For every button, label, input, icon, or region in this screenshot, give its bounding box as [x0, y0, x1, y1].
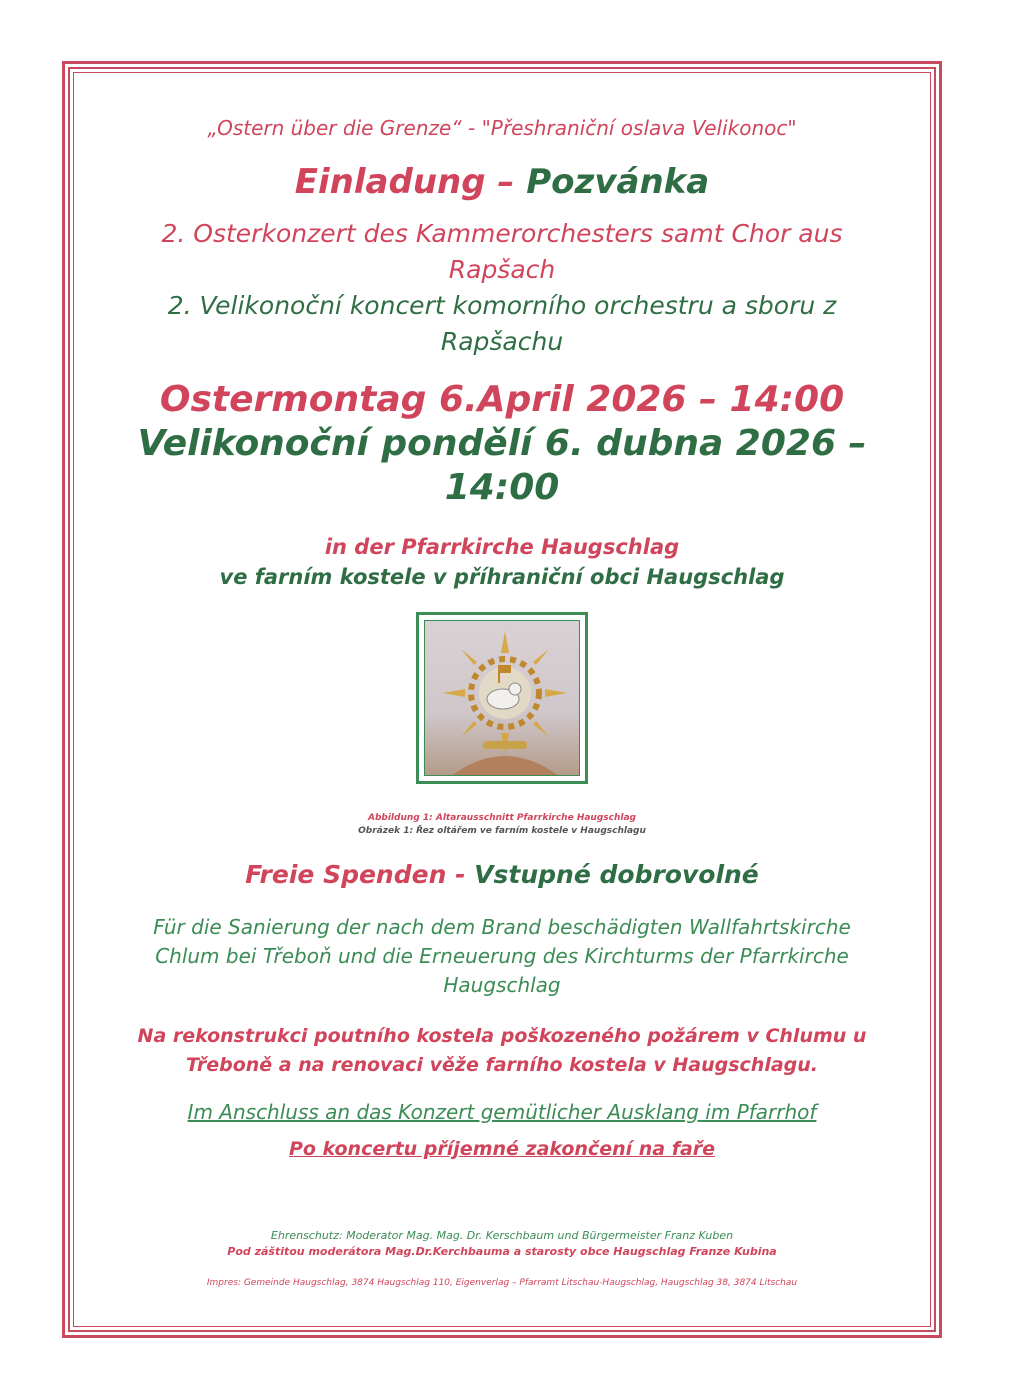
patronage-cz: Pod záštitou moderátora Mag.Dr.Kerchbauma a starosty obce Haugschlag Franze Kubina	[227, 1245, 777, 1258]
event-location	[78, 532, 926, 592]
after-concert-cz: Po koncertu příjemné zakončení na faře	[288, 1138, 716, 1160]
caption-de: Abbildung 1: Altarausschnitt Pfarrkirche Haugschlag	[368, 813, 636, 823]
purpose-de	[78, 913, 926, 1000]
purpose-cz	[78, 1022, 926, 1080]
concert-description	[78, 216, 926, 360]
donation-cz: Vstupné dobrovolné	[474, 860, 759, 889]
after-concert-de: Im Anschluss an das Konzert gemütlicher Ausklang im Pfarrhof	[187, 1100, 817, 1124]
purpose-de-line1: Für die Sanierung der nach dem Brand beschädigten Wallfahrtskirche	[153, 915, 851, 939]
purpose-de-line3: Haugschlag	[443, 973, 561, 997]
patronage-de: Ehrenschutz: Moderator Mag. Mag. Dr. Kerschbaum und Bürgermeister Franz Kuben	[270, 1229, 734, 1242]
title-de: Einladung	[294, 162, 486, 202]
figure-caption	[78, 812, 926, 838]
patronage	[78, 1228, 926, 1260]
invitation-title	[78, 162, 926, 202]
donation-heading	[78, 860, 926, 889]
date-cz: Velikonoční pondělí 6. dubna 2026 – 14:00	[137, 423, 867, 508]
donation-separator: -	[446, 860, 475, 889]
event-subtitle: „Ostern über die Grenze“ - "Přeshraniční oslava Velikonoc"	[207, 116, 797, 140]
date-de: Ostermontag 6.April 2026 – 14:00	[159, 379, 845, 420]
donation-de: Freie Spenden	[245, 860, 447, 889]
purpose-cz-line1: Na rekonstrukci poutního kostela poškozeného požárem v Chlumu u	[137, 1025, 867, 1047]
invitation-content	[78, 78, 926, 1288]
title-separator: –	[485, 162, 527, 202]
title-cz: Pozvánka	[526, 162, 710, 202]
concert-cz-line2: Rapšachu	[440, 327, 564, 356]
caption-cz: Obrázek 1: Řez oltářem ve farním kostele v Haugschlagu	[358, 826, 646, 836]
concert-de-line1: 2. Osterkonzert des Kammerorchesters samt Chor aus	[161, 219, 843, 248]
altar-figure	[416, 612, 588, 784]
purpose-cz-line2: Třeboně a na renovaci věže farního kostela v Haugschlagu.	[185, 1054, 819, 1076]
altar-image	[424, 620, 580, 776]
purpose-de-line2: Chlum bei Třeboň und die Erneuerung des Kirchturms der Pfarrkirche	[155, 944, 849, 968]
concert-de-line2: Rapšach	[448, 255, 556, 284]
altar-lamb-icon	[425, 621, 580, 776]
imprint: Impres: Gemeinde Haugschlag, 3874 Haugschlag 110, Eigenverlag – Pfarramt Litschau-Haugschlag, Haugschlag 38, 3874 Litschau	[206, 1278, 798, 1288]
location-de: in der Pfarrkirche Haugschlag	[324, 535, 680, 559]
location-cz: ve farním kostele v příhraniční obci Haugschlag	[219, 565, 785, 589]
event-date	[78, 378, 926, 510]
concert-cz-line1: 2. Velikonoční koncert komorního orchestru a sboru z	[167, 291, 837, 320]
